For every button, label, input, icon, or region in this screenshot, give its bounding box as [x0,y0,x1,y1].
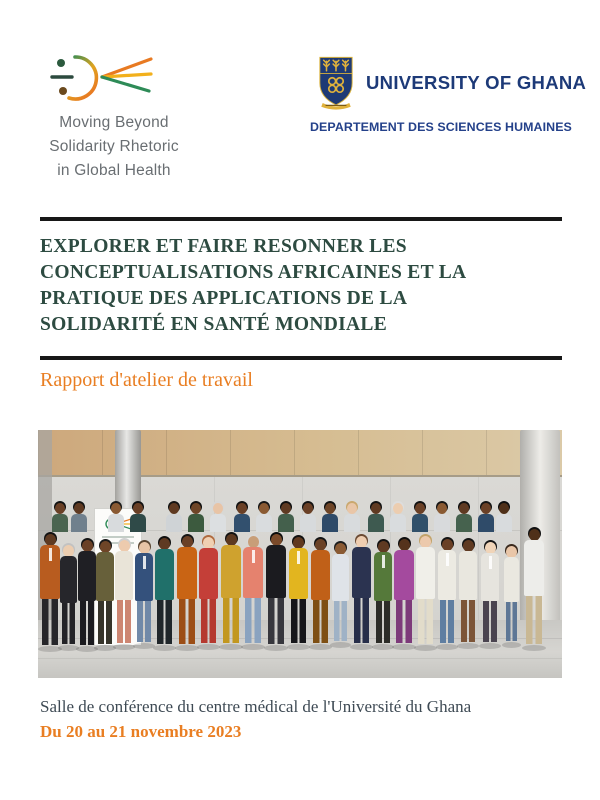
back-person [390,501,406,532]
university-of-ghana-crest-icon [317,55,355,113]
title-line-2: CONCEPTUALISATIONS AFRICAINES ET LA [40,262,467,283]
back-person [278,501,294,532]
project-logo-text [24,111,204,183]
title-line-4: SOLIDARITÉ EN SANTÉ MONDIALE [40,314,388,335]
event-dates: Du 20 au 21 novembre 2023 [40,722,242,741]
back-person [322,501,338,532]
back-person [52,501,68,532]
back-person [300,501,316,532]
person [135,540,153,645]
top-rule [40,217,562,221]
person [311,537,330,646]
person [504,544,519,644]
person [115,538,133,646]
back-person [108,501,124,532]
person [155,536,174,647]
title-line-3: PRATIQUE DES APPLICATIONS DE LA [40,288,408,309]
back-person [344,501,360,532]
person [374,539,392,646]
participants [38,430,562,678]
back-person [234,501,250,532]
logo-line-1: Moving Beyond [59,114,169,131]
person [266,532,286,647]
person [96,539,114,647]
logo-line-2: Solidarity Rhetoric [49,138,179,155]
back-person [496,501,512,532]
person [459,538,477,645]
person [394,537,414,646]
person [78,538,96,648]
person [416,534,435,647]
logo-line-3: in Global Health [57,162,171,179]
back-person [456,501,472,532]
back-person [188,501,204,532]
university-name: UNIVERSITY OF GHANA [366,72,587,93]
back-person [478,501,494,532]
department-name: DEPARTEMENT DES SCIENCES HUMAINES [310,120,572,134]
back-person [256,501,272,532]
group-photo [38,430,562,678]
report-subtitle: Rapport d'atelier de travail [40,369,253,391]
back-person [434,501,450,532]
person [177,534,197,647]
person [243,534,263,646]
person [481,540,499,645]
person [199,535,218,646]
person [524,527,544,647]
photo-caption: Salle de conférence du centre médical de l'Université du Ghana [40,697,472,716]
person [332,541,349,644]
back-person [71,501,87,532]
back-person [368,501,384,532]
back-person [412,501,428,532]
person [60,543,77,647]
person [40,532,60,648]
solidarity-rhetoric-logo-icon [50,50,155,108]
title-line-1: EXPLORER ET FAIRE RESONNER LES [40,236,407,257]
bottom-rule [40,356,562,360]
person [289,535,308,646]
back-person [130,501,146,532]
person [438,537,456,646]
back-person [166,501,182,532]
back-person [210,501,226,532]
report-title [40,234,570,338]
person [221,532,241,646]
person [352,534,371,646]
